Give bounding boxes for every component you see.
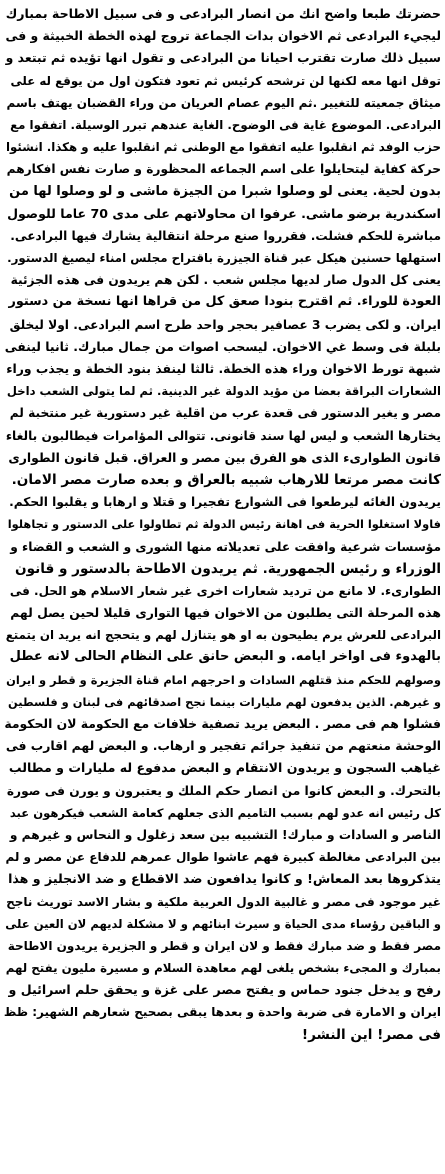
text-line: بمبارك و المجىء بشخص يلغى لهم معاهدة السلام و مسيرة مليون يفتح لهم [5,961,441,976]
text-line: البرادعى. الموضوع غاية فى الوضوح. الغاية عندهم تبرر الوسيلة. اتفقوا مع [10,117,441,132]
text-line: الناصر و السادات و مبارك! التشبيه بين سعد زغلول و النحاس و غيرهم و [9,827,441,842]
text-line: الوحشة منعتهم من تنفيذ جرائم تفجير و ارهاب. و البعض لهم اقارب فى [5,738,441,754]
text-line: الوزراء و رئيس الجمهورية. ثم يريدون الاطاحة بالدستور و قانون [15,560,441,577]
text-line: غياهب السجون و يريدون الانتقام و البعض مدفوع له مليارات و مطالب [8,760,441,776]
text-line: شبهة تورط الاخوان وراء هذه الخطة. ثالثا لينفذ بنود الخطة و يجذب وراء [6,361,441,376]
text-line: ايران و الامارة فى ضربة واحدة و بعدها يبقى بصحيح شعارهم الشهير: ظظ [4,1005,441,1020]
text-line: فى مصر! اين النشر! [301,1026,441,1043]
text-line: العودة للوراء. ثم اقترح بنودا صعق كل من قراها انها نسخة من دستور [8,294,441,310]
text-line [4,1046,441,1068]
text-line: و الباقين رؤساء مدى الحياة و سيرث ابنائهم و لا مشكلة لديهم لان العين على [5,916,441,931]
text-line: ليجيء البرادعى ثم الاخوان بدات الجماعة تروج لهذه الخطة الخبيثة و فى [5,28,441,44]
text-line: ايران. و لكى يضرب 3 عصافير بحجر واحد طرح اسم البرادعى. اولا ليخلق [9,317,441,332]
text-line: توقل انها معه لكنها لن ترشحه كرئيس ثم تعود فتكون اول من يوقع له على [10,73,441,88]
text-line: يختارها الشعب و ليس لها سند قانونى. تتوالى المؤامرات فيطالبون بالغاء [5,428,441,443]
text-line: مصر و يغير الدستور فى قعدة عرب من اقلية غير دستورية غير منتخبة لم [9,406,441,421]
text-line: مؤسسات شرعية وافقت على تعديلاته منها الشورى و الشعب و القضاء و [10,539,441,554]
text-line: ميثاق جمعيته للتغيير .ثم اليوم عصام العريان من وراء القضبان يهتف باسم [6,95,441,110]
text-line: يتذكروها بعد المعاش! و كانوا يدافعون ضد الاقطاع و ضد الانجليز و هذا [8,871,441,887]
text-line: مباشرة للحكم فشلت. فقرروا صنع مرحلة انتقالية يشارك فيها البرادعى. [10,228,441,243]
text-line [4,1135,441,1157]
text-line: الشعارات البراقة بعضا من مؤيد الدولة غير الدينية. ثم لما يتولى الشعب داخل [6,384,441,399]
text-line [4,1090,441,1112]
text-line: استهلها حسنين هيكل عبر قناة الجيزرة باقتراح مجلس امناء ليصيغ الدستور. [7,251,441,266]
text-line: وصولهم للحكم منذ قتلهم السادات و احرجهم امام قناة الجزيرة و قطر و ايران [6,672,441,687]
text-line: حضرتك طبعا واضح انك من انصار البرادعى و فى سبيل الاطاحة بمبارك [5,6,441,21]
text-line: هذه المرحلة التى يطلبون من الاخوان فيها التوارى قليلا لحين يصل لهم [10,605,441,621]
text-line: يريدون الغائه ليرطعوا فى الشوارع تفجيرا و قتلا و ارهابا و يقلبوا الحكم. [9,495,441,510]
text-line: غير موجود فى مصر و غالبية الدول العربية ملكية و بشار الاسد توريث ناجح [6,894,441,909]
text-line: بالهدوء فى اواخر ايامه. و البعض حانق على النظام الحالى لانه عطل [9,649,441,665]
text-line: فاولا استغلوا الحرية فى اهانة رئيس الدولة ثم تطاولوا على الدستور و تجاهلوا [7,517,441,532]
text-line: كل رئيس انه عدو لهم بسبب التاميم الذى جعلهم كعامة الشعب فيكرهون عبد [9,805,441,820]
text-line: سبيل ذلك صارت تقترب احيانا من البرادعى و تقول انها تؤيده ثم تبتعد و [5,50,441,66]
text-line: بلبلة فى وسط غي الاخوان. ليسحب اصوات من جمال مبارك. ثانيا لينفى [4,338,441,354]
text-line: مصر فقط و ضد مبارك فقط و لان ايران و قطر و الجزيرة يريدون الاطاحة [7,938,441,953]
text-line: كانت مصر مرتعا للارهاب شبيه بالعراق و بعده صارت مصر الامان. [11,471,441,488]
text-line: يعنى كل الدول صار لديها مجلس شعب . لكن هم يريدون فى هذه الجزئية [10,273,441,288]
text-line: حركة كفاية ليتحايلوا على اسم الجماعه المحظورة و صارت نفس افكارهم [6,162,441,177]
text-line: حزب الوفد ثم انقلبوا عليه اتفقوا مع الوطنى ثم انقلبوا عليه و هكذا. انشئوا [5,140,441,155]
text-line [4,1112,441,1134]
text-line: قانون الطوارىء الذى هو الفرق بين مصر و العراق. قبل قانون الطوارى [8,449,441,465]
text-line: اسكندرية برضو ماشى. عرفوا ان محاولاتهم على مدى 70 عاما للوصول [7,205,441,221]
text-line: رفح و يدخل جنود حماس و يفتح مصر على غزة و يحقق حلم اسرائيل و [8,982,441,998]
text-line: بين البرادعى مغالطة كبيرة فهم عاشوا طوال عمرهم للدفاع عن مصر و لم [5,850,441,865]
text-line [4,1068,441,1090]
text-line: و غيرهم. الذين يدفعون لهم مليارات بينما نجح اصدقائهم فى لبنان و فلسطين [8,694,441,709]
text-line: فشلوا هم فى مصر . البعض يريد تصفية خلافات مع الحكومة لان الحكومة [4,716,441,731]
text-line: بالتحرك. و البعض كانوا من انصار حكم الملك و يعتبرون و يورن فى صورة [6,783,441,798]
text-line: بدون لحية. يعنى لو وصلوا شبرا من الجيزة ماشى و لو وصلوا لها من [9,183,441,199]
text-line: الطوارىء. لا مانع من ترديد شعارات اخرى غير شعار الاسلام هو الحل. فى [9,583,441,598]
text-line: البرادعى للعرش يرم يطيحون به او هو يتنازل لهم و يتحجج انه يريد ان يتمتع [5,628,441,643]
